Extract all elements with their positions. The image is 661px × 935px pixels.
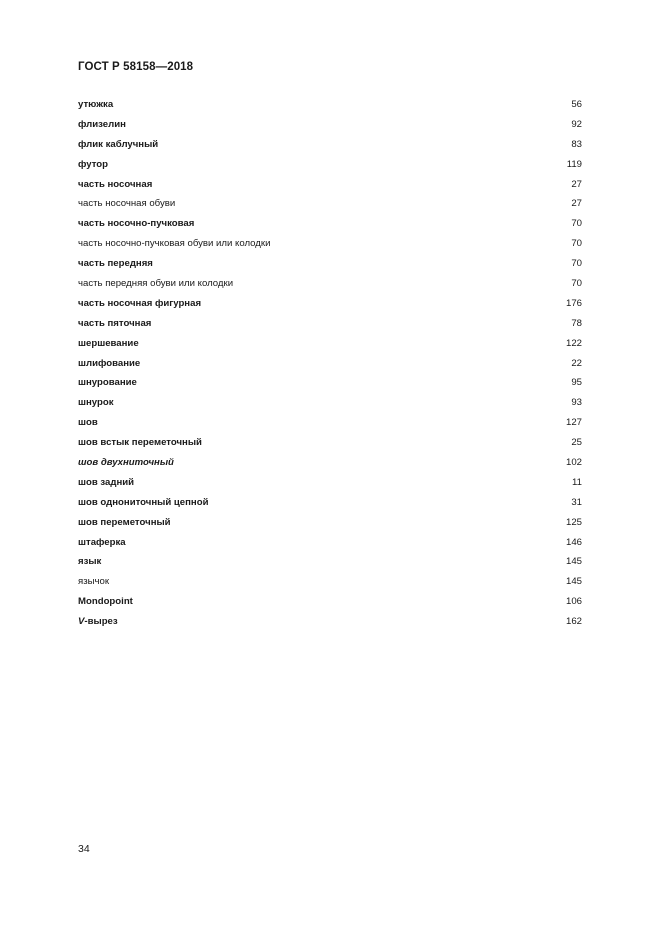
index-entry [78,434,582,454]
index-term: часть передняя [78,258,153,270]
index-term: Mondopoint [78,596,133,608]
index-term-v-letter: V [78,616,85,628]
index-page-ref: 27 [571,178,582,190]
index-entry [78,335,582,355]
index-page-ref: 176 [565,297,582,309]
index-term: футор [78,158,109,170]
document-code: ГОСТ Р 58158—2018 [78,61,194,73]
index-entry [78,534,582,554]
index-entry [78,195,582,215]
index-term: шов двухниточный [78,457,174,469]
index-term: штаферка [78,536,126,548]
index-term: шов задний [78,476,135,488]
index-page-ref: 70 [571,278,582,290]
page-number: 34 [78,843,90,855]
index-page-ref: 11 [572,476,582,488]
index-page-ref: 25 [571,437,582,449]
index-term: утюжка [78,99,114,110]
index-term: часть передняя обуви или колодки [78,278,234,290]
index-term: часть носочная [78,178,153,190]
index-page-ref: 119 [566,158,582,170]
index-term: часть носочная обуви [78,198,176,210]
alphabetical-index [78,96,582,633]
index-term: флик каблучный [78,138,159,150]
index-page-ref: 22 [571,357,582,369]
index-entry [78,593,582,613]
index-entry [78,215,582,235]
index-entry [78,613,582,633]
index-page-ref: 56 [571,99,582,110]
index-entry [78,156,582,176]
index-page-ref: 95 [571,377,582,389]
index-page-ref: 31 [571,496,582,508]
index-term: шнурование [78,377,137,389]
index-entry [78,454,582,474]
index-term: флизелин [78,118,126,130]
index-page-ref: 78 [571,317,582,329]
index-entry [78,96,582,116]
index-entry [78,514,582,534]
index-page-ref: 93 [571,397,582,409]
index-page-ref: 127 [565,417,582,429]
index-entry [78,295,582,315]
index-term: язычок [78,576,110,588]
index-page-ref: 70 [571,218,582,230]
index-term: шов встык переметочный [78,437,202,449]
index-entry [78,494,582,514]
index-term: шов [78,417,98,429]
index-entry [78,116,582,136]
index-page-ref: 70 [571,258,582,270]
index-page-ref: 70 [571,238,582,250]
index-term: язык [78,556,102,568]
index-page-ref: 145 [565,556,582,568]
index-entry [78,414,582,434]
index-term-rest: -вырез [84,616,118,628]
index-page-ref: 162 [565,616,582,628]
index-entry [78,315,582,335]
index-term: часть носочно-пучковая [78,218,195,230]
index-page-ref: 146 [565,536,582,548]
index-page-ref: 125 [565,516,582,528]
index-entry [78,355,582,375]
index-entry [78,553,582,573]
index-term: часть носочная фигурная [78,297,202,309]
document-header [78,61,193,73]
index-entry [78,394,582,414]
index-entry [78,275,582,295]
index-entry [78,474,582,494]
index-entry [78,235,582,255]
index-page-ref: 27 [571,198,582,210]
index-term: часть носочно-пучковая обуви или колодки [78,238,271,250]
index-page-ref: 83 [571,138,582,150]
index-term: шлифование [78,357,141,369]
index-entry [78,255,582,275]
index-page-ref: 106 [565,596,582,608]
index-page-ref: 102 [565,457,582,469]
index-term: шов однониточный цепной [78,496,209,508]
index-term [78,613,118,630]
index-term: шершевание [78,337,139,349]
index-entry [78,176,582,196]
index-term: часть пяточная [78,317,152,329]
index-entry [78,374,582,394]
index-page-ref: 145 [565,576,582,588]
index-page-ref: 122 [565,337,582,349]
index-term: шнурок [78,397,114,409]
index-entry [78,573,582,593]
index-entry [78,136,582,156]
index-term: шов переметочный [78,516,171,528]
index-page-ref: 92 [571,118,582,130]
